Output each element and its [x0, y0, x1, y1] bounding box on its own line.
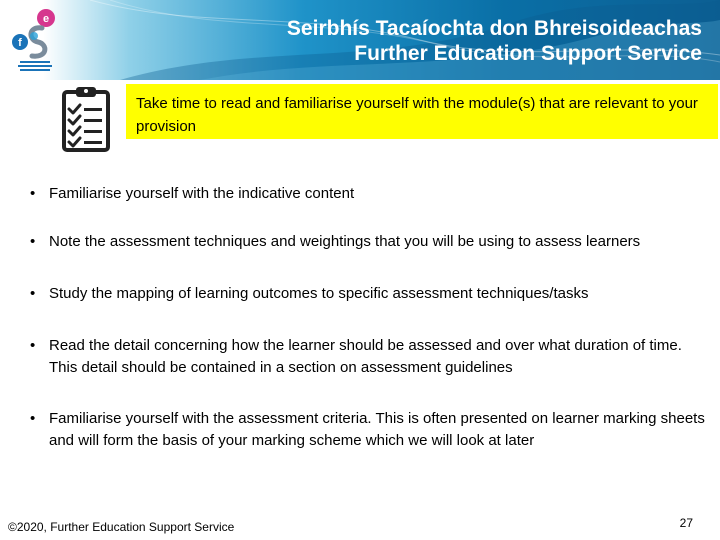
callout-text: Take time to read and familiarise yourself with the module(s) that are relevant to your provision: [136, 95, 698, 135]
bullet-text: Read the detail concerning how the learner should be assessed and over what duration of time. This detail should be contained in a section on assessment guidelines: [49, 337, 682, 376]
fess-logo-icon: [6, 6, 62, 74]
svg-text:e: e: [42, 13, 50, 25]
bullet-symbol: •: [30, 185, 36, 202]
bullet-symbol: •: [30, 337, 36, 354]
header-banner: [0, 0, 720, 80]
header-title-english: Further Education Support Service: [354, 42, 702, 65]
callout-highlight-box: [126, 84, 718, 139]
header-title-irish: Seirbhís Tacaíochta don Bhreisoideachas: [286, 17, 702, 40]
bullet-symbol: •: [30, 233, 36, 250]
svg-text:f: f: [18, 37, 22, 49]
bullet-text: Study the mapping of learning outcomes to specific assessment techniques/tasks: [49, 285, 589, 302]
bullet-symbol: •: [30, 285, 36, 302]
bullet-text: Note the assessment techniques and weightings that you will be using to assess learners: [49, 233, 641, 250]
bullet-text: Familiarise yourself with the assessment criteria. This is often presented on learner marking sheets and will form the basis of your marking scheme which we will look at later: [49, 410, 705, 449]
page-number: 27: [679, 516, 693, 530]
bullet-text: Familiarise yourself with the indicative content: [49, 185, 355, 202]
footer-copyright: ©2020, Further Education Support Service: [8, 520, 235, 534]
clipboard-checklist-icon: [46, 82, 124, 160]
bullet-symbol: •: [30, 410, 36, 427]
